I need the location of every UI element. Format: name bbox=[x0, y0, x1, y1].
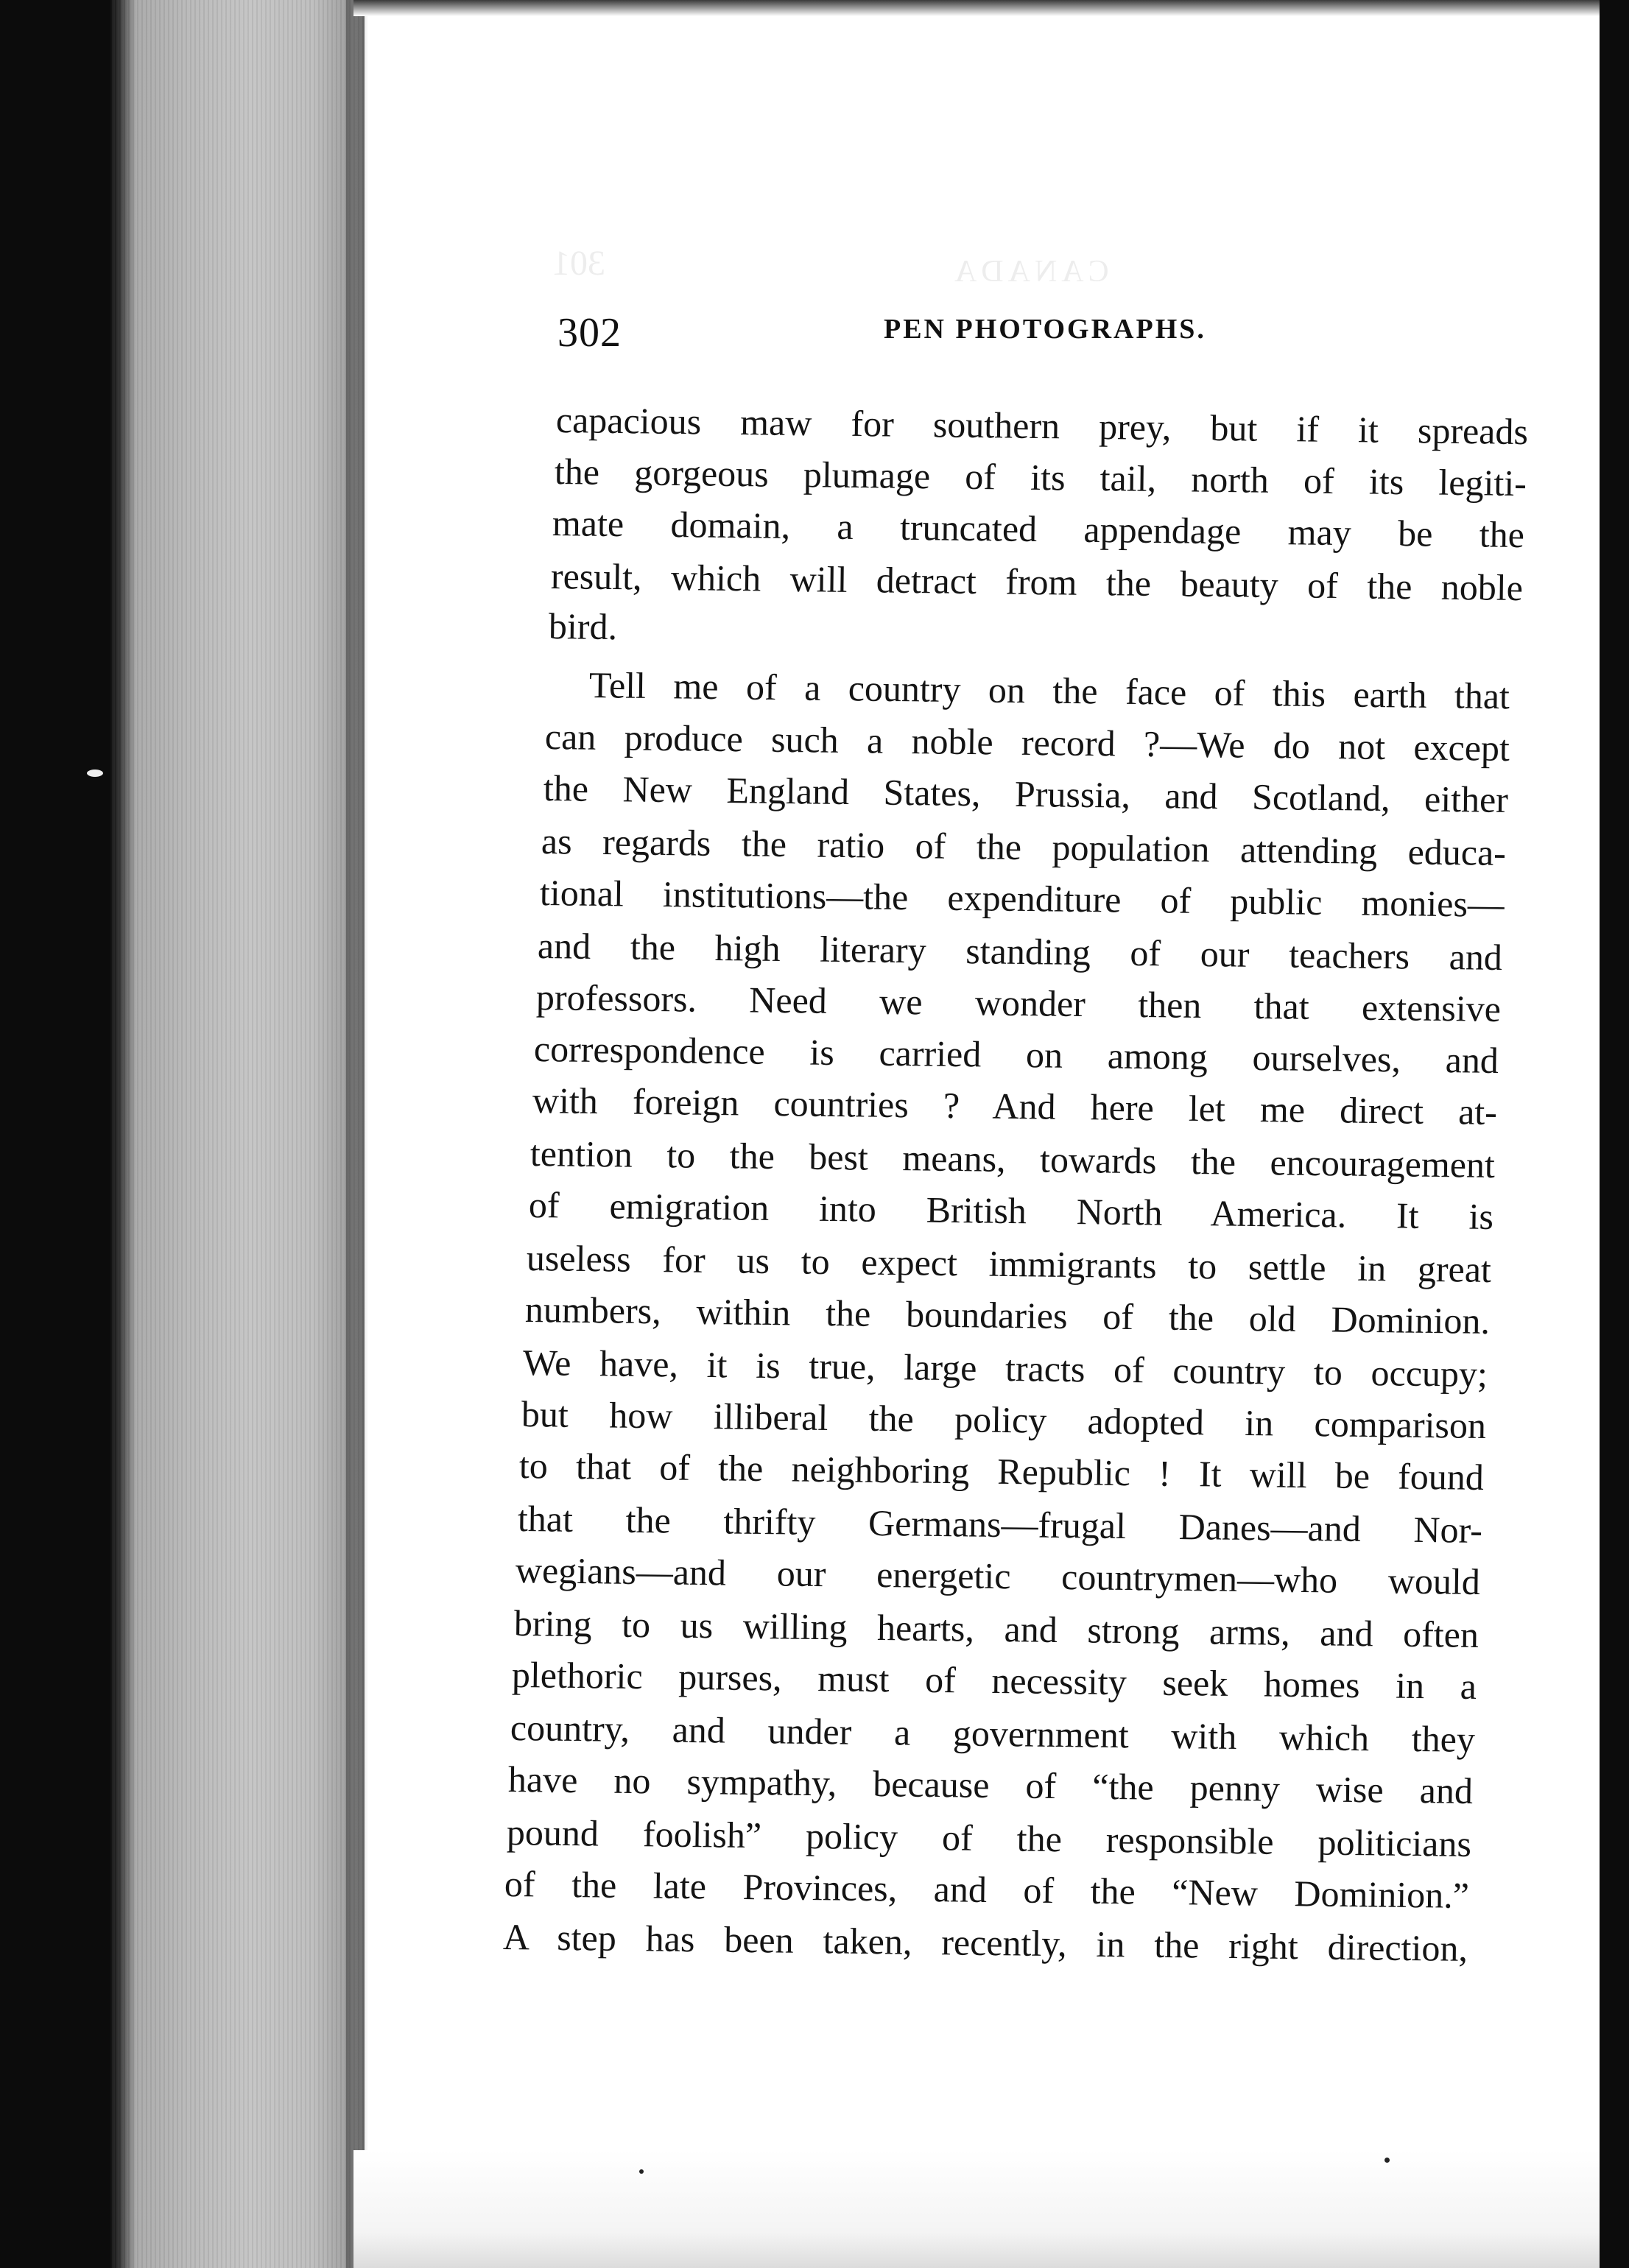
text-line: have no sympathy, because of “the penny wise and bbox=[507, 1758, 1474, 1812]
text-line: of the late Provinces, and of the “New Dominion.” bbox=[504, 1863, 1470, 1917]
text-line: plethoric purses, must of necessity seek homes in a bbox=[511, 1654, 1477, 1708]
text-line: the gorgeous plumage of its tail, north of its legiti- bbox=[554, 451, 1527, 504]
text-line: numbers, within the boundaries of the old Dominion. bbox=[524, 1289, 1491, 1342]
text-line: country, and under a government with which they bbox=[510, 1707, 1476, 1761]
text-line: bring to us willing hearts, and strong arms, and often bbox=[513, 1602, 1480, 1656]
text-line: A step has been taken, recently, in the right direction, bbox=[502, 1916, 1468, 1970]
text-line: bird. bbox=[548, 605, 618, 648]
text-line: mate domain, a truncated appendage may be the bbox=[552, 502, 1525, 556]
text-line: with foreign countries ? And here let me direct at- bbox=[532, 1080, 1498, 1133]
text-line: professors. Need we wonder then that extensive bbox=[535, 976, 1502, 1030]
text-line: wegians—and our energetic countrymen—who would bbox=[515, 1549, 1481, 1603]
text-line: that the thrifty Germans—frugal Danes—and Nor- bbox=[517, 1498, 1483, 1552]
bleed-through-page-number: 301 bbox=[552, 244, 605, 283]
running-head: PEN PHOTOGRAPHS. bbox=[884, 314, 1206, 345]
text-line: result, which will detract from the beauty of the noble bbox=[550, 555, 1524, 609]
text-line: and the high literary standing of our teachers and bbox=[537, 925, 1503, 979]
text-line: capacious maw for southern prey, but if it spreads bbox=[555, 399, 1529, 453]
text-line: to that of the neighboring Republic ! It will be found bbox=[518, 1445, 1485, 1498]
text-line: correspondence is carried on among ourselves, and bbox=[533, 1028, 1499, 1082]
text-line: but how illiberal the policy adopted in comparison bbox=[521, 1393, 1487, 1447]
text-line: useless for us to expect immigrants to settle in great bbox=[526, 1237, 1492, 1291]
text-line: of emigration into British North America. It is bbox=[528, 1184, 1494, 1238]
text-line: the New England States, Prussia, and Scotland, either bbox=[543, 767, 1509, 821]
paragraph-first-line: Tell me of a country on the face of this earth that bbox=[588, 664, 1510, 717]
text-line: tional institutions—the expenditure of public monies— bbox=[539, 872, 1505, 926]
text-line: as regards the ratio of the population attending educa- bbox=[541, 820, 1507, 874]
text-line: can produce such a noble record ?—We do not except bbox=[544, 716, 1510, 770]
text-line: pound foolish” policy of the responsible politicians bbox=[506, 1811, 1472, 1865]
text-line: tention to the best means, towards the encouragement bbox=[529, 1133, 1496, 1186]
text-line: We have, it is true, large tracts of country to occupy; bbox=[522, 1342, 1488, 1395]
page-number: 302 bbox=[557, 310, 622, 356]
bleed-through-heading: CANADA bbox=[950, 255, 1109, 289]
